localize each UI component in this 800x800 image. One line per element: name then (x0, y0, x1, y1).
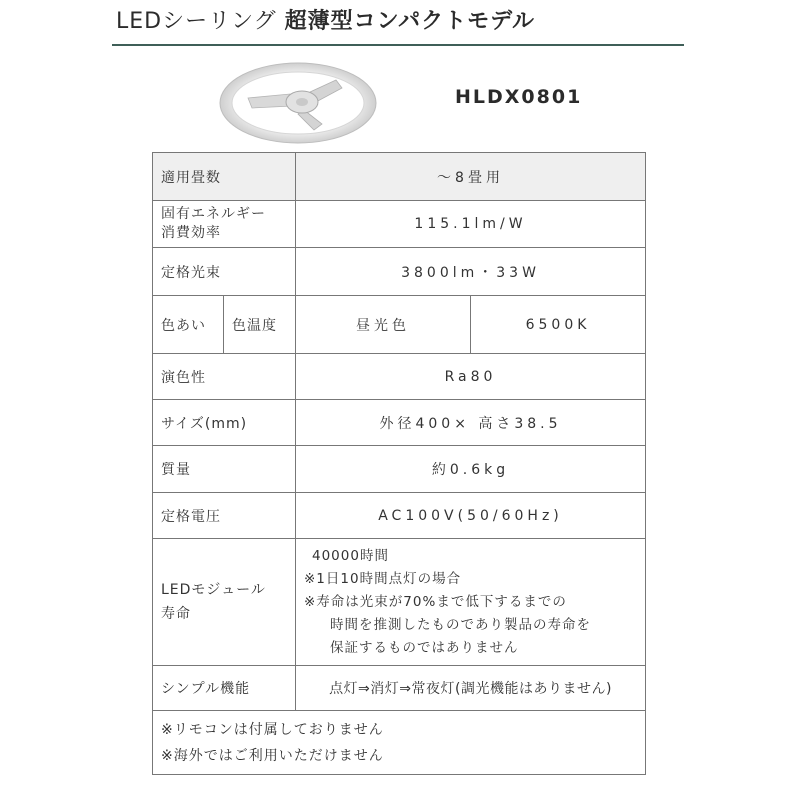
life-label-line2: 寿命 (161, 606, 191, 622)
weight-label: 質量 (153, 446, 296, 493)
life-note-definition-2: 時間を推測したものであり製品の寿命を (330, 616, 591, 633)
efficiency-label-line2: 消費効率 (161, 225, 221, 241)
room-size-label: 適用畳数 (153, 153, 296, 201)
life-note-definition-3: 保証するものではありません (330, 639, 519, 656)
efficiency-label (153, 201, 296, 248)
voltage-label: 定格電圧 (153, 493, 296, 539)
color-label: 色あい (153, 296, 224, 354)
spec-table (152, 152, 646, 775)
notes-cell (153, 711, 646, 775)
cri-label: 演色性 (153, 354, 296, 400)
voltage-value: AC100V(50/60Hz) (296, 493, 646, 539)
note-domestic-only: ※海外ではご利用いただけません (161, 747, 384, 764)
size-value: 外径400× 高さ38.5 (296, 400, 646, 446)
life-note-condition: ※1日10時間点灯の場合 (304, 570, 462, 587)
page-title (116, 4, 535, 40)
efficiency-label-line1: 固有エネルギー (161, 206, 266, 222)
spec-row-voltage (153, 493, 646, 539)
title-divider (112, 44, 684, 46)
note-no-remote: ※リモコンは付属しておりません (161, 721, 384, 738)
size-label: サイズ(mm) (153, 400, 296, 446)
life-value (296, 539, 646, 666)
color-temperature-value: 6500K (471, 296, 646, 354)
life-label-line1: LEDモジュール (161, 582, 266, 598)
room-size-value: 〜8畳用 (296, 153, 646, 201)
simple-function-value: 点灯⇒消灯⇒常夜灯(調光機能はありません) (296, 666, 646, 711)
spec-row-weight (153, 446, 646, 493)
spec-row-color (153, 296, 646, 354)
ceiling-light-image (218, 58, 378, 148)
color-name-value: 昼光色 (296, 296, 471, 354)
rated-flux-label: 定格光束 (153, 248, 296, 296)
spec-row-life (153, 539, 646, 666)
rated-flux-value: 3800lm・33W (296, 248, 646, 296)
life-note-definition-1: ※寿命は光束が70%まで低下するまでの (304, 593, 567, 610)
spec-row-efficiency (153, 201, 646, 248)
weight-value: 約0.6kg (296, 446, 646, 493)
life-label (153, 539, 296, 666)
spec-row-cri (153, 354, 646, 400)
spec-row-notes (153, 711, 646, 775)
model-number: HLDX0801 (455, 86, 583, 108)
spec-row-room-size (153, 153, 646, 201)
efficiency-value: 115.1lm/W (296, 201, 646, 248)
color-temperature-label: 色温度 (224, 296, 296, 354)
life-hours: 40000時間 (312, 547, 389, 564)
cri-value: Ra80 (296, 354, 646, 400)
spec-row-size (153, 400, 646, 446)
simple-function-label: シンプル機能 (153, 666, 296, 711)
title-category: LEDシーリング (116, 9, 277, 34)
spec-row-simple-function (153, 666, 646, 711)
spec-row-rated-flux (153, 248, 646, 296)
title-product-type: 超薄型コンパクトモデル (284, 9, 536, 34)
